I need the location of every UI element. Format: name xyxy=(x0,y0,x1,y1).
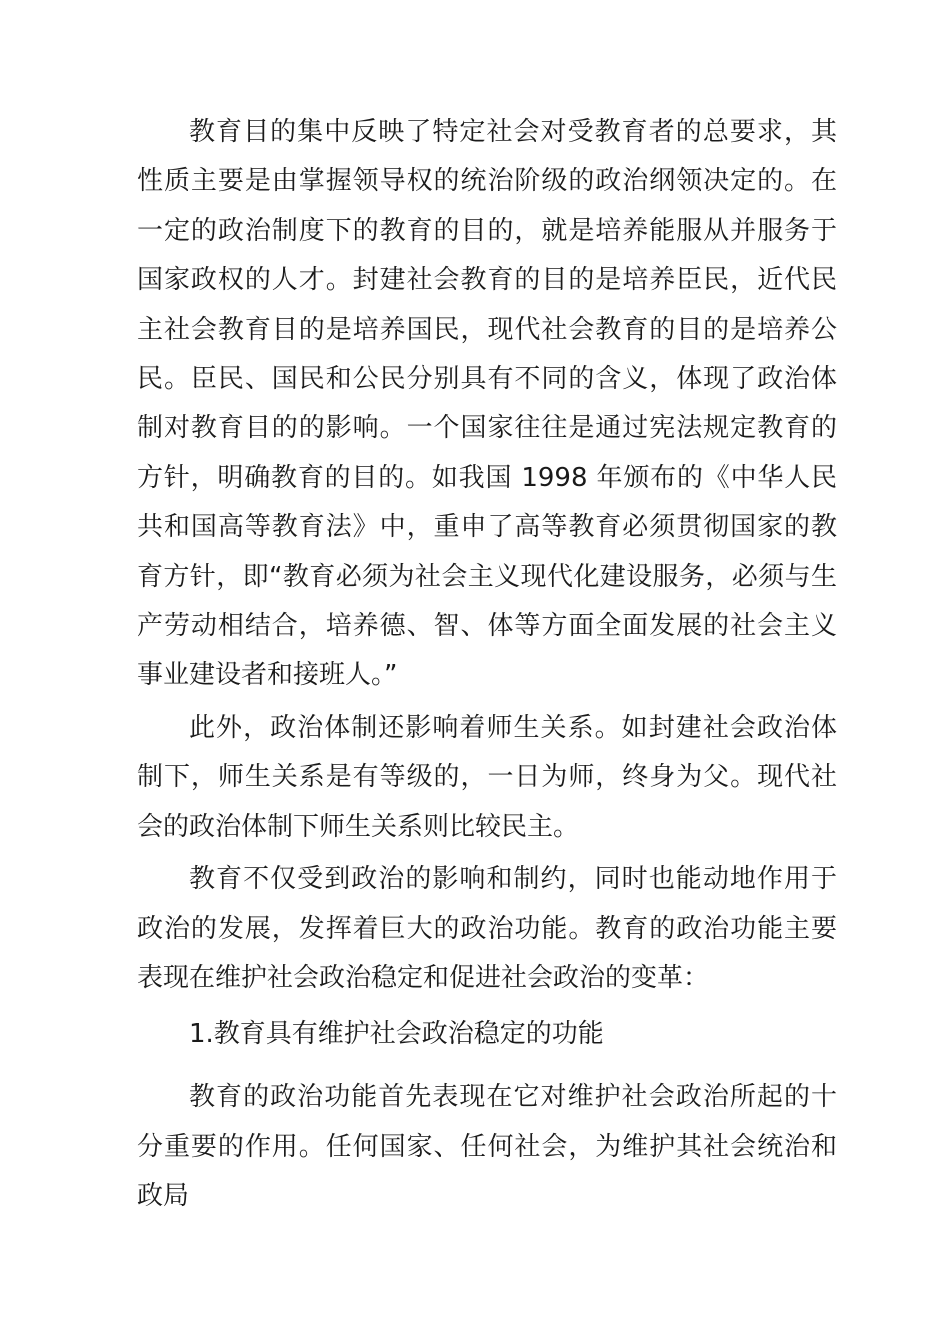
paragraph-teacher-student-relation: 此外，政治体制还影响着师生关系。如封建社会政治体制下，师生关系是有等级的，一日为师，终身为父。现代社会的政治体制下师生关系则比较民主。 xyxy=(137,712,837,842)
paragraph-political-stability: 教育的政治功能首先表现在它对维护社会政治所起的十分重要的作用。任何国家、任何社会，为维护其社会统治和政局 xyxy=(137,1082,837,1212)
paragraph-political-function: 教育不仅受到政治的影响和制约，同时也能动地作用于政治的发展，发挥着巨大的政治功能。教育的政治功能主要表现在维护社会政治稳定和促进社会政治的变革： xyxy=(137,864,837,993)
document-body xyxy=(137,108,837,1222)
paragraph-education-purpose: 教育目的集中反映了特定社会对受教育者的总要求，其性质主要是由掌握领导权的统治阶级的政治纲领决定的。在一定的政治制度下的教育的目的，就是培养能服从并服务于国家政权的人才。封建社会教育的目的是培养臣民，近代民主社会教育目的是培养国民，现代社会教育的目的是培养公民。臣民、国民和公民分别具有不同的含义，体现了政治体制对教育目的的影响。一个国家往往是通过宪法规定教育的方针，明确教育的目的。如我国 1998 年颁布的《中华人民共和国高等教育法》中，重申了高等教育必须贯彻国家的教育方针，即“教育必须为社会主义现代化建设服务，必须与生产劳动相结合，培养德、智、体等方面全面发展的社会主义事业建设者和接班人。” xyxy=(137,117,837,691)
section-heading: 1.教育具有维护社会政治稳定的功能 xyxy=(189,1019,604,1050)
